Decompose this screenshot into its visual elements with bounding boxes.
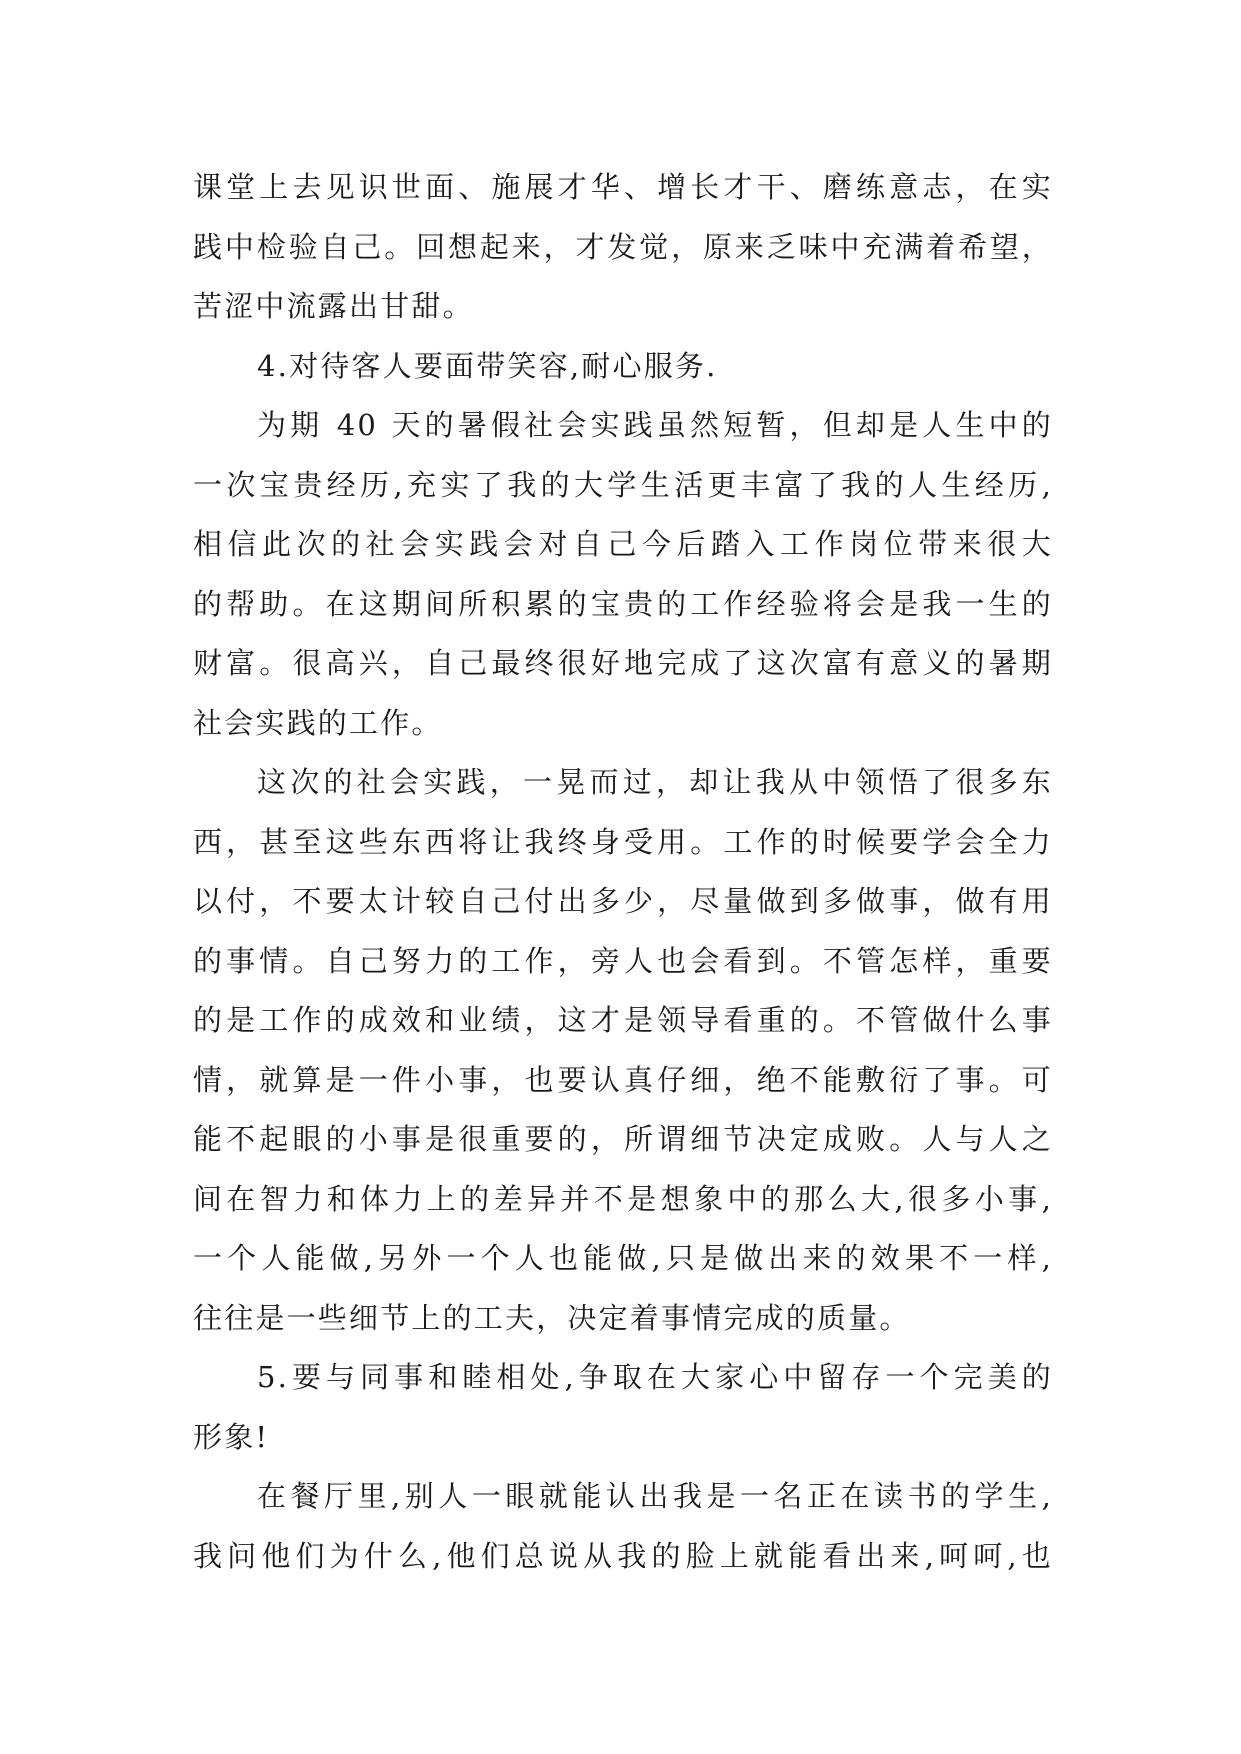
- text-line: 能不起眼的小事是很重要的，所谓细节决定成败。人与人之: [193, 1122, 1053, 1156]
- text-line: 我问他们为什么,他们总说从我的脸上就能看出来,呵呵,也: [193, 1538, 1053, 1573]
- text-line: 相信此次的社会实践会对自己今后踏入工作岗位带来很大: [193, 527, 1053, 561]
- text-line: 形象!: [193, 1419, 270, 1454]
- paragraph-5-heading: [193, 1348, 1053, 1467]
- text-line: 课堂上去见识世面、施展才华、增长才干、磨练意志，在实: [193, 170, 1053, 204]
- text-line: 间在智力和体力上的差异并不是想象中的那么大,很多小事,: [193, 1181, 1053, 1216]
- text-line: 社会实践的工作。: [193, 705, 443, 740]
- text-line: 财富。很高兴，自己最终很好地完成了这次富有意义的暑期: [193, 646, 1053, 680]
- paragraph-2-heading: [193, 337, 1053, 397]
- text-line: 践中检验自己。回想起来，才发觉，原来乏味中充满着希望，: [193, 229, 1053, 264]
- text-line: 4.对待客人要面带笑容,耐心服务.: [257, 348, 718, 383]
- text-line: 苦涩中流露出甘甜。: [193, 289, 474, 323]
- text-line: 在餐厅里,别人一眼就能认出我是一名正在读书的学生,: [257, 1479, 1053, 1513]
- paragraph-4: [193, 753, 1053, 1348]
- text-line: 情，就算是一件小事，也要认真仔细，绝不能敷衍了事。可: [193, 1062, 1053, 1097]
- text-line: 一次宝贵经历,充实了我的大学生活更丰富了我的人生经历,: [193, 467, 1053, 502]
- text-line: 以付，不要太计较自己付出多少，尽量做到多做事，做有用: [193, 884, 1053, 918]
- paragraph-1: [193, 158, 1053, 337]
- text-line: 这次的社会实践，一晃而过，却让我从中领悟了很多东: [257, 765, 1053, 799]
- text-line: 的帮助。在这期间所积累的宝贵的工作经验将会是我一生的: [193, 586, 1053, 621]
- text-line: 往往是一些细节上的工夫，决定着事情完成的质量。: [193, 1300, 911, 1335]
- document-body: [193, 158, 1053, 1586]
- text-line: 为期 40 天的暑假社会实践虽然短暂，但却是人生中的: [257, 408, 1053, 442]
- paragraph-6: [193, 1467, 1053, 1586]
- text-line: 西，甚至这些东西将让我终身受用。工作的时候要学会全力: [193, 824, 1053, 859]
- text-line: 的是工作的成效和业绩，这才是领导看重的。不管做什么事: [193, 1003, 1053, 1037]
- paragraph-3: [193, 396, 1053, 753]
- text-line: 的事情。自己努力的工作，旁人也会看到。不管怎样，重要: [193, 943, 1053, 978]
- text-line: 一个人能做,另外一个人也能做,只是做出来的效果不一样,: [193, 1241, 1053, 1275]
- text-line: 5.要与同事和睦相处,争取在大家心中留存一个完美的: [257, 1360, 1053, 1394]
